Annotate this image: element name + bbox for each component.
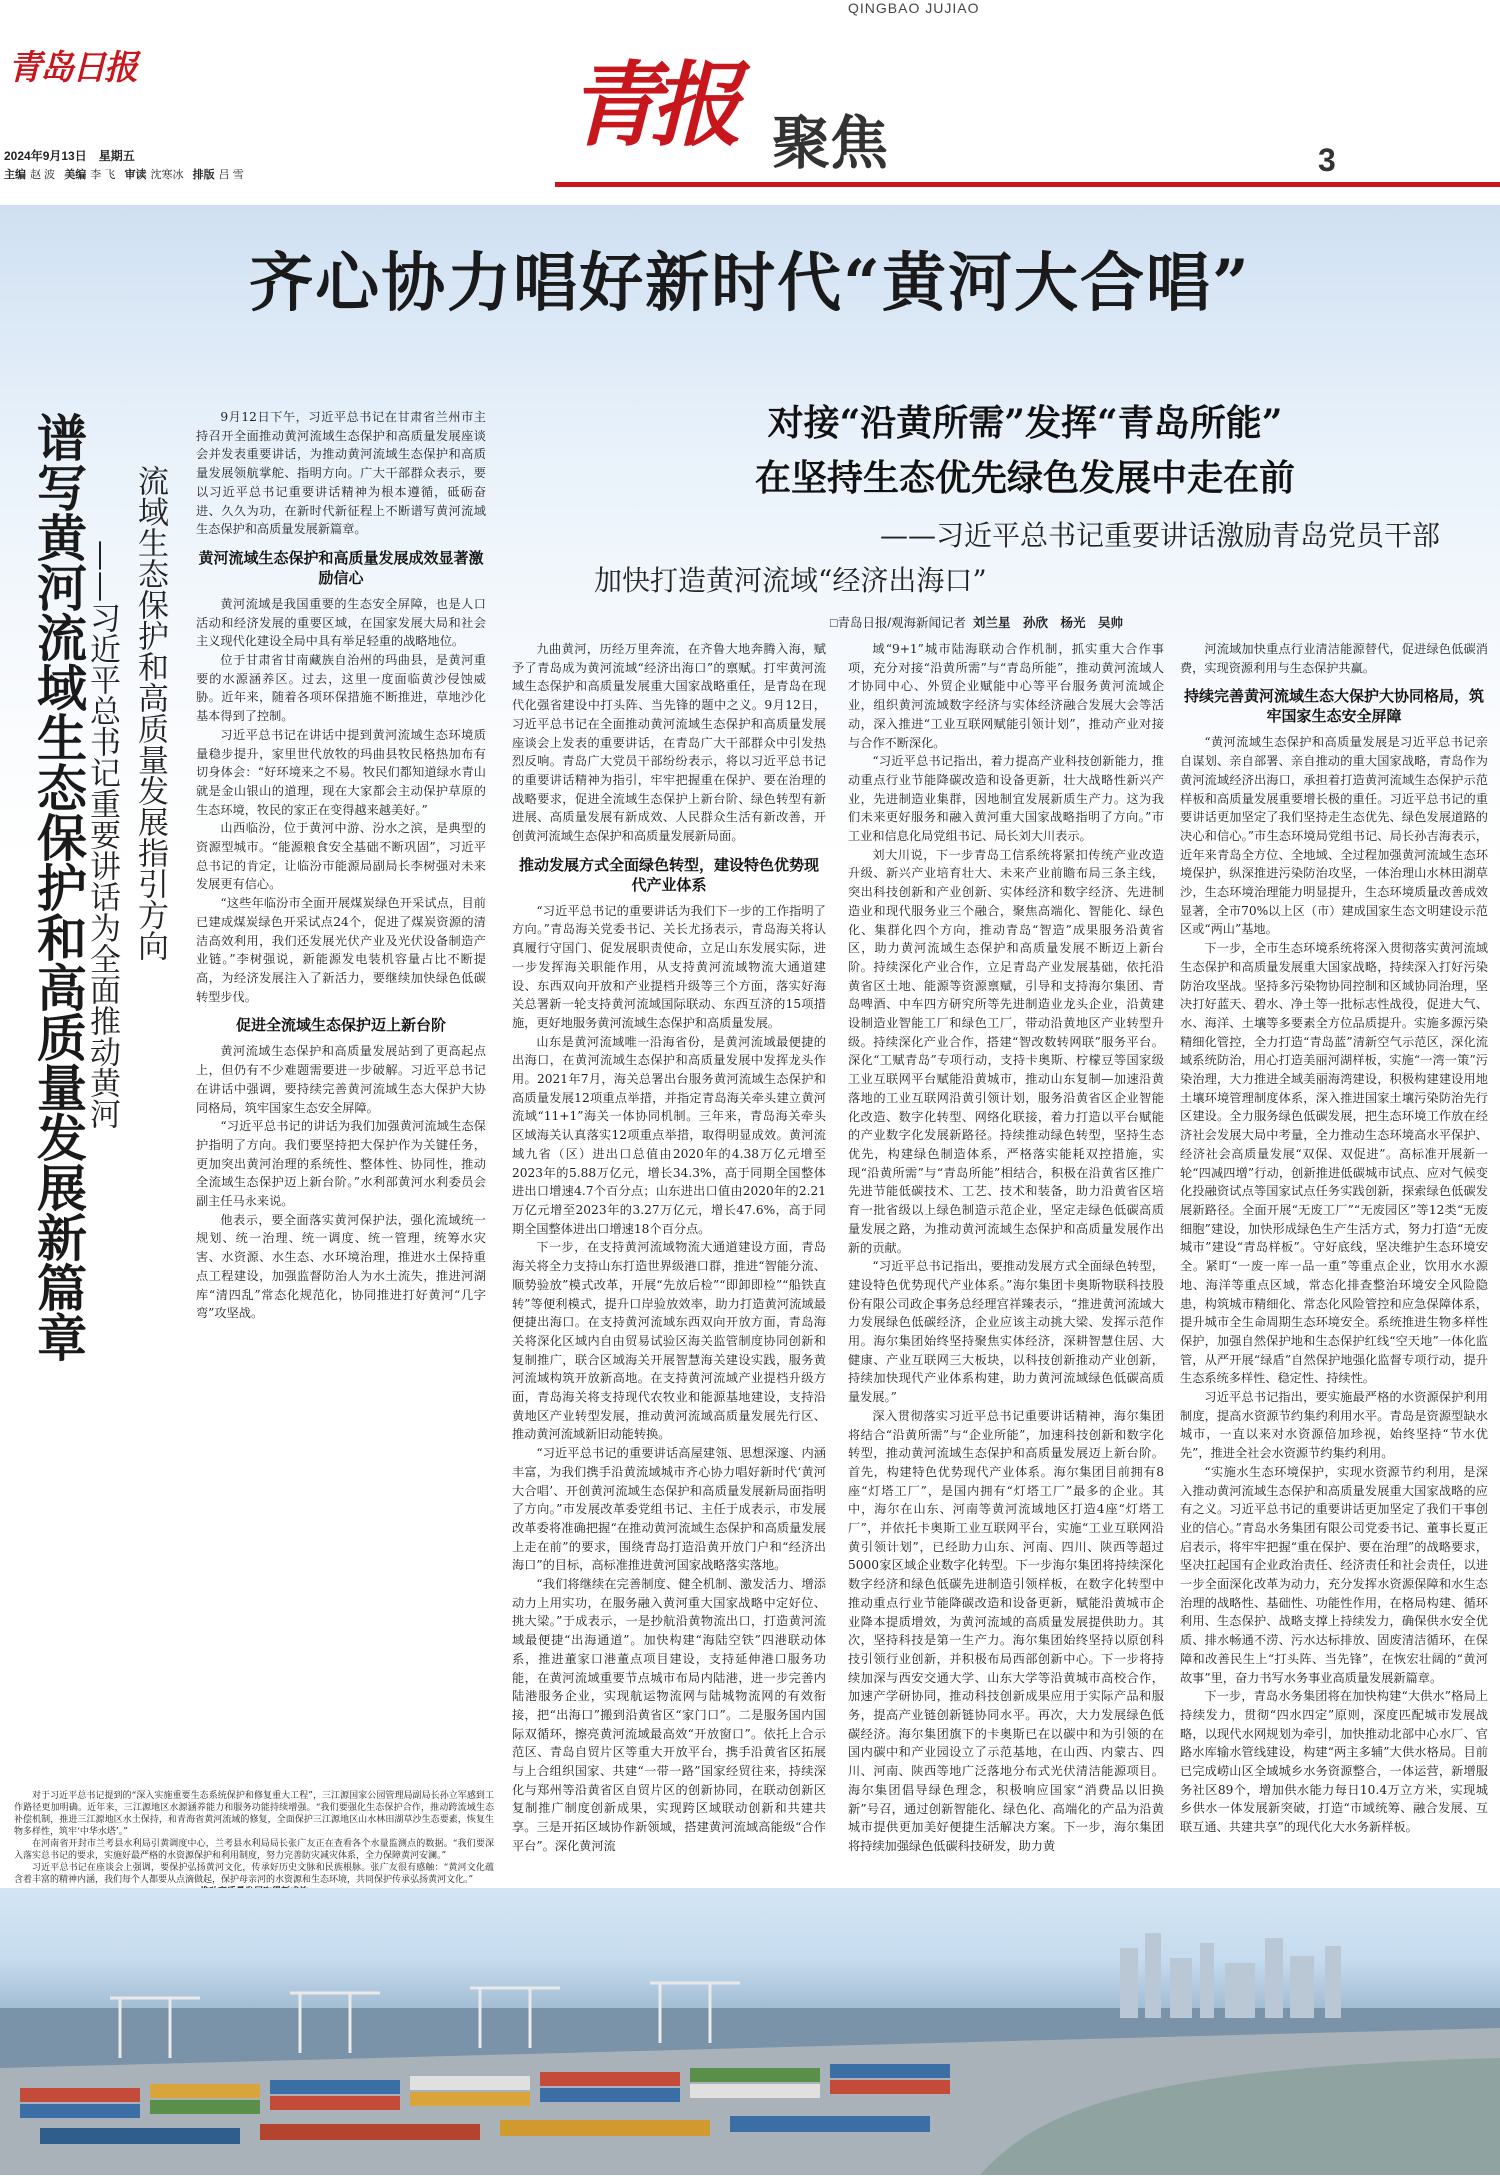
paragraph: “习近平总书记的重要讲话高屋建瓴、思想深邃、内涵丰富，为我们携手沿黄流域城市齐心协力唱好新时代‘黄河大合唱’、开创黄河流域生态保护和高质量发展新局面指明了方向。”市发展改革委党组书记、主任于成表示，市发展改革委将准确把握“在推动黄河流域生态保护和高质量发展上走在前”的要求，围绕青岛打造沿黄开放门户和“经济出海口”的目标，高标准推进黄河国家战略落实落地。 [512,1446,826,1573]
paragraph: 山西临汾，位于黄河中游、汾水之滨，是典型的资源型城市。“能源粮食安全基础不断巩固”，习近平总书记的肯定，让临汾市能源局副局长李树强对未来发展更有信心。 [196,821,486,892]
paragraph: “习近平总书记的讲话为我们加强黄河流域生态保护指明了方向。我们要坚持把大保护作为关键任务，更加突出黄河治理的系统性、整体性、协同性，推动全流域生态保护迈上新台阶。”水利部黄河水利委员会副主任马永来说。 [196,1119,486,1209]
right-article-column-3 [1180,640,1488,1880]
staff-name: 吕 雪 [218,169,244,181]
paragraph: 位于甘肃省甘南藏族自治州的玛曲县，是黄河重要的水源涵养区。过去，这里一度面临黄沙侵蚀威胁。近年来，随着各项环保措施不断推进，草地沙化基本得到了控制。 [196,653,486,724]
right-article-column-2 [848,640,1164,1880]
date-line: 2024年9月13日 星期五 [4,149,135,163]
paragraph: 习近平总书记指出，要实施最严格的水资源保护利用制度，提高水资源节约集约利用水平。青岛是资源型缺水城市，一直以来对水资源倍加珍视，始终坚持“节水优先”，推进全社会水资源节约集约利用。 [1180,1390,1488,1461]
paragraph: 域“9+1”城市陆海联动合作机制，抓实重大合作事项，充分对接“沿黄所需”与“青岛所能”，推动黄河流域人才协同中心、外贸企业赋能中心等平台服务黄河流域企业，组织黄河流域数字经济与实体经济融合发展大会等活动，深入推进“工业互联网赋能引领计划”，推动产业对接与合作不断深化。 [848,642,1164,750]
paragraph: 刘大川说，下一步青岛工信系统将紧扣传统产业改造升级、新兴产业培育壮大、未来产业前瞻布局三条主线，突出科技创新和产业创新、实体经济和数字经济、先进制造业和现代服务业三个融合，聚焦高端化、智能化、绿色化、集群化四个方向，推动青岛“智造”成果服务沿黄省区，助力黄河流域生态保护和高质量发展不断迈上新台阶。持续深化产业合作，立足青岛产业发展基础，依托沿黄省区土地、能源等资源禀赋，引导和支持海尔集团、青岛啤酒、中车四方研究所等先进制造业龙头企业，沿黄建设制造业智能工厂和绿色工厂，带动沿黄地区产业转型升级。持续深化产业合作，搭建“智改数转网联”服务平台。深化“工赋青岛”专项行动，支持卡奥斯、柠檬豆等国家级工业互联网平台赋能沿黄城市，推动山东复制—加速沿黄落地的工业互联网沿黄引领计划，服务沿黄省区企业智能化改造、数字化转型、网络化联接，着力打造以平台赋能的产业数字化发展新路径。持续推动绿色转型，坚持生态优先，构建绿色制造体系，严格落实能耗双控措施，实现“沿黄所需”与“青岛所能”相结合，积极在沿黄省区推广先进节能低碳技术、工艺、技术和装备，助力沿黄省区培育一批省级以上绿色制造示范企业，坚定走绿色低碳高质量发展之路，为推动黄河流域生态保护和高质量发展作出新的贡献。 [848,847,1164,1255]
staff-name: 沈寒冰 [150,169,184,181]
staff-name: 赵 波 [30,169,56,181]
right-article-title-2: 在坚持生态优先绿色发展中走在前 [754,457,1295,499]
paragraph: “我们将继续在完善制度、健全机制、激发活力、增添动力上用实功，在服务融入黄河重大国家战略中定好位、挑大梁。”于成表示，一是抄航沿黄物流出口，打造黄河流域最便捷“出海通道”。加快构建“海陆空铁”四港联动体系，推进董家口港董点项目建设，支持延伸港口服务功能，在黄河流域重要节点城市布局内陆港，进一步完善内陆港服务企业，实现航运物流网与陆城物流网的有效衔接，把“出海口”搬到沿黄省区“家门口”。二是服务国内国际双循环，擦亮黄河流域最高效“开放窗口”。依托上合示范区、青岛自贸片区等重大开放平台，携手沿黄省区拓展与上合组织国家、共建“一带一路”国家经贸往来，持续深化与郑州等沿黄省区自贸片区的创新协同，在联动创新区复制推广制度创新成果，实现跨区域联动创新和共建共享。三是开拓区域协作新领域，搭建黄河流域高能级“合作平台”。深化黄河流 [512,1577,826,1853]
city-skyline [1120,1933,1341,2018]
left-article-column-bottom [14,1790,494,1885]
newspaper-logo: 青岛日报 [8,48,136,88]
section-heading: 推动发展方式全面绿色转型，建设特色优势现代产业体系 [518,855,819,894]
paragraph: 对于习近平总书记提到的“深入实施重要生态系统保护和修复重大工程”，三江源国家公园管理局副局长孙立军感到工作路径更加明确。近年来，三江源地区水源涵养能力和服务功能持续增强。“我们要强化生态保护合作，推动跨流域生态补偿机制，推进三江源地区水土保持，和青海省黄河流域的修复，全面保护三江源地区山水林田湖草沙生态要素，恢复生物多样性，筑牢‘中华水塔’。” [14,1791,494,1837]
paragraph: “习近平总书记的重要讲话为我们下一步的工作指明了方向。”青岛海关党委书记、关长尤扬表示，青岛海关将认真履行守国门、促发展职责使命，立足山东发展实际，进一步发挥海关职能作用，从支持黄河流域物流大通道建设、东西双向开放和产业提档升级等三个方面，落实好海关总署新一轮支持黄河流域国际联动、东西互济的15项措施，更好地服务黄河流域生态保护和高质量发展。 [512,903,826,1030]
section-heading: 黄河流域生态保护和高质量发展成效显著激励信心 [198,548,484,587]
staff-role: 美编 [64,169,87,181]
paragraph: 深入贯彻落实习近平总书记重要讲话精神，海尔集团将结合“沿黄所需”与“企业所能”，加速科技创新和数字化转型，推动黄河流域生态保护和高质量发展迈上新台阶。首先，构建特色优势现代产业体系。海尔集团目前拥有8座“灯塔工厂”，是国内拥有“灯塔工厂”最多的企业。其中，海尔在山东、河南等黄河流域地区打造4座“灯塔工厂”，并依托卡奥斯工业互联网平台，实施“工业互联网沿黄引领计划”，已经助力山东、河南、四川、陕西等超过5000家区域企业数字化转型。下一步海尔集团将持续深化数字经济和绿色低碳先进制造引领样板，在数字化转型中推动重点行业节能降碳改造和设备更新，赋能沿黄城市企业降本提质增效，为黄河流域的高质量发展提供助力。其次，坚持科技是第一生产力。海尔集团始终坚持以原创科技引领行业创新，并积极布局西部创新中心。下一步将持续加深与西安交通大学、山东大学等沿黄城市高校合作，加速产学研协同，推动科技创新成果应用于实际产品和服务，提高产业链创新链协同水平。再次，大力发展绿色低碳经济。海尔集团旗下的卡奥斯已在以碳中和为引领的在国内碳中和产业园设立了示范基地，在山西、内蒙古、四川、河南、陕西等地广泛落地分布式光伏清洁能源项目。海尔集团倡导绿色理念，积极响应国家“消费品以旧换新”号召，通过创新智能化、绿色化、高端化的产品为沿黄城市提供更加美好便捷生活解决方案。下一步，海尔集团将持续加强绿色低碳科技研发，助力黄 [848,1408,1164,1853]
paragraph: 黄河流域是我国重要的生态安全屏障，也是人口活动和经济发展的重要区域，在国家发展大局和社会主义现代化建设全局中具有举足轻重的战略地位。 [196,596,486,649]
byline-names: 刘兰星 孙欣 杨光 吴帅 [972,616,1123,630]
paragraph: “习近平总书记指出，要推动发展方式全面绿色转型，建设特色优势现代产业体系。”海尔集团卡奥斯物联科技股份有限公司政企事务总经理宫祥臻表示，“推进黄河流域大力发展绿色低碳经济，企业应该主动挑大梁、发挥示范作用。海尔集团始终坚持聚焦实体经济，深耕智慧住居、大健康、产业互联网三大板块，以科技创新推动产业创新，持续加快现代产业体系构建，助力黄河流域绿色低碳高质量发展。” [848,1259,1164,1405]
paragraph: 山东是黄河流域唯一沿海省份，是黄河流域最便捷的出海口，在黄河流域生态保护和高质量发展中发挥龙头作用。2021年7月，海关总署出台服务黄河流域生态保护和高质量发展12项重点举措，并指定青岛海关牵头建立黄河流域“11+1”海关一体协同机制。三年来，青岛海关牵头区域海关认真落实12项重点举措，取得明显成效。黄河流域九省（区）进出口总值由2020年的4.38万亿元增至2023年的5.88万亿元，增长34.3%，高于同期全国整体进出口增速4.7个百分点；山东进出口值由2020年的2.21万亿元增至2023年的3.27万亿元，增长47.6%，高于同期全国整体进出口增速18个百分点。 [512,1034,826,1236]
paragraph: 他表示，要全面落实黄河保护法，强化流域统一规划、统一治理、统一调度、统一管理，统筹水灾害、水资源、水生态、水环境治理，推进水土保持重点工程建设，加强监督防治人为水土流失，推进河湖库“清四乱”常态化规范化，协同推进打好黄河“几字弯”攻坚战。 [196,1212,486,1321]
left-article-subtitle-1: 流域生态保护和高质量发展指引方向 [132,465,168,961]
paragraph: 在河南省开封市兰考县水利局引黄调度中心，兰考县水利局局长张广友正在查看各个水量监测点的数据。“我们要深入落实总书记的要求，实施好最严格的水资源保护和利用制度，努力完善防灾减灾体系，全力保障黄河安澜。” [14,1839,494,1861]
byline [830,613,1123,631]
staff-line [4,166,244,182]
paragraph: 下一步，在支持黄河流域物流大通道建设方面，青岛海关将全力支持山东打造世界级港口群，推进“智能分流、顺势验放”模式改革，开展“先放后检”“即卸即检”“船铁直转”等便利模式，提升口岸验放效率，助力打造黄河流域最便捷出海口。在支持黄河流域东西双向开放方面，青岛海关将深化区域内自由贸易试验区海关监管制度协同创新和复制推广，联合区域海关开展智慧海关建设实践，服务黄河流域构筑开放新高地。在支持黄河流域产业提档升级方面，青岛海关将支持现代农牧业和能源基地建设，支持沿黄地区产业转型发展，推动黄河流域高质量发展先行区、推动黄河流域新旧动能转换。 [512,1240,826,1442]
header-rule [555,182,1500,187]
paragraph: 黄河流域生态保护和高质量发展站到了更高起点上，但仍有不少难题需要进一步破解。习近平总书记在讲话中强调，要持续完善黄河流域生态大保护大协同格局，筑牢国家生态安全屏障。 [196,1044,486,1115]
left-article-title: 谱写黄河流域生态保护和高质量发展新篇章 [29,412,88,1362]
right-article-subtitle-2: 加快打造黄河流域“经济出海口” [594,564,987,597]
page-number: 3 [1318,142,1336,178]
masthead-sub: 聚焦 [772,109,889,177]
port-illustration [0,1888,1500,2175]
paragraph: 下一步，青岛水务集团将在加快构建“大供水”格局上持续发力，贯彻“四水四定”原则，深度匹配城市发展战略，以现代水网规划为牵引，加快推动北部中心水厂、官路水库输水管线建设，构建“两主多辅”大供水格局。目前已完成崂山区全域城乡水务资源整合，一体运营，新增服务社区89个，增加供水能力每日10.4万立方米，实现城乡供水一体发展新突破，打造“市域统筹、融合发展、互联互通、共建共享”的现代化大水务新样板。 [1180,1689,1488,1835]
right-article-subtitle-1: ——习近平总书记重要讲话激励青岛党员干部 [879,519,1440,552]
paragraph: 河流域加快重点行业清洁能源替代，促进绿色低碳消费，实现资源利用与生态保护共赢。 [1180,642,1488,675]
lead-paragraph: 9月12日下午，习近平总书记在甘肃省兰州市主持召开全面推动黄河流域生态保护和高质量发展座谈会并发表重要讲话，为推动黄河流域生态保护和高质量发展领航掌舵、指明方向。广大干部群众表示，要以习近平总书记重要讲话精神为根本遵循，砥砺奋进、久久为功，在新时代新征程上不断谱写黄河流域生态保护和高质量发展新篇章。 [196,410,486,537]
left-article-column-1 [196,408,486,1778]
paragraph: “这些年临汾市全面开展煤炭绿色开采试点，目前已建成煤炭绿色开采试点24个，促进了煤炭资源的清洁高效利用，我们还发展光伏产业及光伏设备制造产业链。”李树强说，新能源发电装机容量占比不断提高，为经济发展注入了新活力，要继续加快绿色低碳转型步伐。 [196,896,486,1004]
paragraph: “实施水生态环境保护，实现水资源节约利用，是深入推动黄河流域生态保护和高质量发展重大国家战略的应有之义。习近平总书记的重要讲话更加坚定了我们干事创业的信心。”青岛水务集团有限公司党委书记、董事长夏正启表示，将牢牢把握“重在保护、要在治理”的战略要求，坚决扛起国有企业政治责任、经济责任和社会责任，以进一步全面深化改革为动力，充分发挥水资源保障和水生态治理的战略性、基础性、功能性作用，在格局构建、循环利用、生态保护、战略支撑上持续发力，确保供水安全优质、排水畅通不涝、污水达标排放、固废清洁循环，在保障和改善民生上“打头阵、当先锋”，在恢宏壮阔的“黄河故事”里，奋力书写水务事业高质量发展新篇章。 [1180,1464,1488,1685]
masthead-main: 青报 [568,51,733,159]
banner-title: 齐心协力唱好新时代“黄河大合唱” [249,246,1251,321]
paragraph: 习近平总书记在座谈会上强调，要保护弘扬黄河文化，传承好历史文脉和民族根脉。张广友很有感触：“黄河文化蕴含着丰富的精神内涵，我们每个人都要从点滴做起，保护母亲河的水资源和生态环境，共同保护传承弘扬黄河文化。” [14,1863,494,1885]
section-heading: 持续完善黄河流域生态大保护大协同格局，筑牢国家生态安全屏障 [1183,687,1484,726]
byline-prefix: □青岛日报/观海新闻记者 [830,616,967,630]
left-article-subtitle-2: ——习近平总书记重要讲话为全面推动黄河 [84,540,120,1129]
right-article-title-1: 对接“沿黄所需”发挥“青岛所能” [767,402,1283,444]
staff-role: 主编 [4,169,26,181]
paragraph: “黄河流域生态保护和高质量发展是习近平总书记亲自谋划、亲自部署、亲自推动的重大国家战略，青岛作为黄河流域经济出海口，承担着打造黄河流域生态保护示范样板和高质量发展重要增长极的重任。习近平总书记的重要讲话更加坚定了我们坚持走生态优先、绿色发展道路的决心和信心。”市生态环境局党组书记、局长孙吉海表示，近年来青岛全方位、全地域、全过程加强黄河流域生态环境保护，纵深推进污染防治攻坚，一体治理山水林田湖草沙，生态环境治理能力明显提升，生态环境质量改善成效显著，全市70%以上区（市）建成国家生态文明建设示范区或“两山”基地。 [1180,735,1488,937]
staff-name: 李 飞 [90,169,116,181]
staff-role: 排版 [192,169,215,181]
paragraph: 九曲黄河，历经万里奔流，在齐鲁大地奔腾入海，赋予了青岛成为黄河流域“经济出海口”的禀赋。打牢黄河流域生态保护和高质量发展重大国家战略重任，是青岛在现代化强省建设中打头阵、当先锋的题中之义。9月12日，习近平总书记在全面推动黄河流域生态保护和高质量发展座谈会上发表的重要讲话，在青岛广大干部群众中引发热烈反响。青岛广大党员干部纷纷表示，将以习近平总书记的重要讲话精神为指引，牢牢把握重在保护、要在治理的战略要求，促进全流域生态保护上新台阶、绿色转型有新进展、高质量发展有新成效、人民群众生活有新改善，开创黄河流域生态保护和高质量发展新局面。 [512,642,826,844]
right-article-column-1 [512,640,826,1880]
paragraph: 下一步，全市生态环境系统将深入贯彻落实黄河流域生态保护和高质量发展重大国家战略，持续深入打好污染防治攻坚战。坚持多污染物协同控制和区域协同治理，坚决打好蓝天、碧水、净土等一批标志性战役，促进大气、水、海洋、土壤等多要素全方位品质提升。实施多源污染精细化管控，全力打造“青岛蓝”清新空气示范区，深化流域系统防治，用心打造美丽河湖样板，实施“一湾一策”污染治理，大力推进全域美丽海湾建设，积极构建建设用地土壤环境管理制度体系，深入推进国家土壤污染防治先行区建设。全力服务绿色低碳发展，把生态环境工作放在经济社会发展大局中考量，全力推动生态环境高水平保护、经济社会高质量发展“双保、双促进”。高标准开展新一轮“四减四增”行动，创新推进低碳城市试点、应对气候变化投融资试点等国家试点任务实践创新，探索绿色低碳发展新路径。全面开展“无废工厂”“无废园区”等12类“无废细胞”建设，加快形成绿色生产生活方式，努力打造“无废城市”建设“青岛样板”。守好底线，坚决维护生态环境安全。紧盯“一废一库一品一重”等重点企业，饮用水水源地、海洋等重点区域，常态化排查整治环境安全风险隐患，构筑城市精细化、常态化风险管控和应急保障体系，提升城市全生命周期生态环境安全。系统推进生物多样性保护，加强自然保护地和生态保护红线“空天地”一体化监管，从严开展“绿盾”自然保护地强化监督专项行动，提升生态系统多样性、稳定性、持续性。 [1180,941,1488,1386]
staff-role: 审读 [124,169,147,181]
paragraph: 习近平总书记在讲话中提到黄河流域生态环境质量稳步提升，家里世代放牧的玛曲县牧民格热加布有切身体会：“好环境来之不易。牧民们都知道绿水青山就是金山银山的道理，现在大家都会主动保护草原的生态环境，牧民的家正在变得越来越美好。” [196,727,486,817]
section-heading: 促进全流域生态保护迈上新台阶 [235,1016,446,1035]
section-pinyin: QINGBAO JUJIAO [848,0,980,16]
port-photo [0,1888,1500,2175]
paragraph: “习近平总书记指出，着力提高产业科技创新能力，推动重点行业节能降碳改造和设备更新，壮大战略性新兴产业，先进制造业集群，因地制宜发展新质生产力。这为我们未来更好服务和融入黄河重大国家战略指明了方向。”市工业和信息化局党组书记、局长刘大川表示。 [848,754,1164,844]
